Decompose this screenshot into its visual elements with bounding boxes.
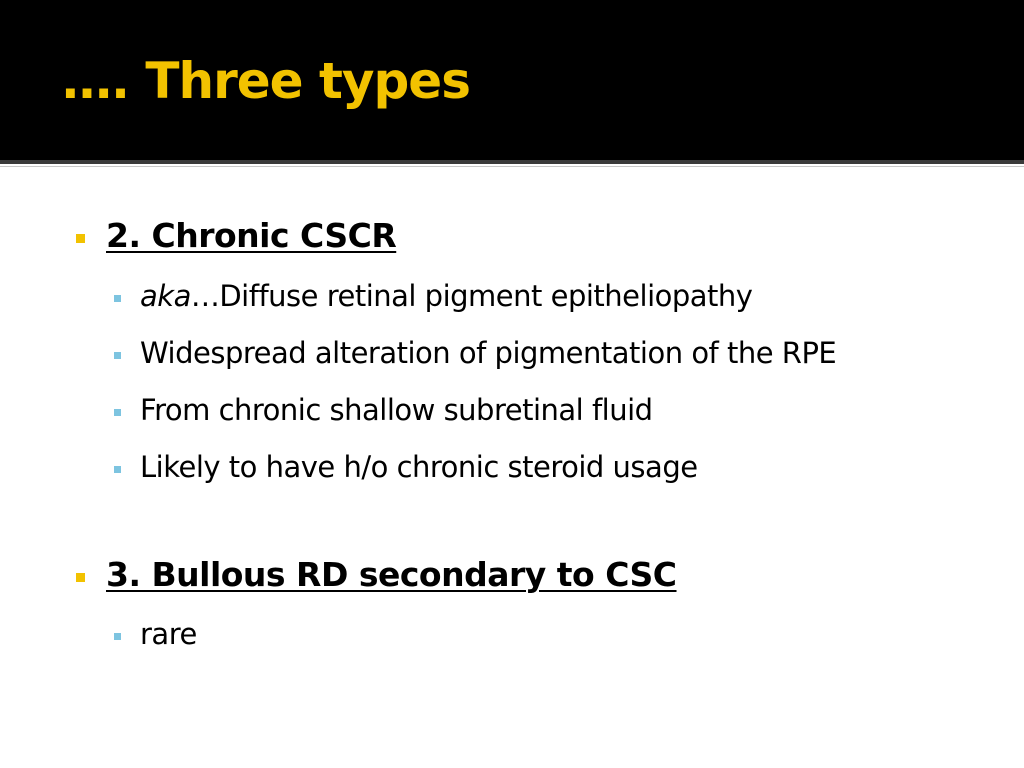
title-bar	[0, 0, 1024, 160]
section-heading	[106, 555, 677, 594]
sub-bullet-icon	[114, 352, 121, 359]
sub-bullet-text: Likely to have h/o chronic steroid usage	[140, 450, 698, 484]
section-heading-text: 3. Bullous RD secondary to CSC	[106, 555, 677, 594]
sub-bullet-icon	[114, 633, 121, 640]
sub-bullet	[140, 393, 653, 427]
title-divider	[0, 160, 1024, 164]
sub-bullet	[140, 450, 698, 484]
title-divider-thin	[0, 166, 1024, 167]
sub-bullet-text: …Diffuse retinal pigment epitheliopathy	[190, 279, 753, 313]
sub-bullet	[140, 617, 197, 651]
slide-title: …. Three types	[62, 52, 470, 110]
sub-bullet-icon	[114, 295, 121, 302]
sub-bullet-text: Widespread alteration of pigmentation of the RPE	[140, 336, 837, 370]
sub-bullet-italic: aka	[140, 279, 191, 313]
sub-bullet	[140, 336, 836, 370]
sub-bullet-icon	[114, 409, 121, 416]
section-bullet-icon	[76, 573, 85, 582]
section-heading-text: 2. Chronic CSCR	[106, 216, 397, 255]
section-heading	[106, 216, 396, 255]
sub-bullet-text: From chronic shallow subretinal fluid	[140, 393, 653, 427]
sub-bullet	[140, 279, 752, 313]
section-bullet-icon	[76, 234, 85, 243]
sub-bullet-text: rare	[140, 617, 197, 651]
sub-bullet-icon	[114, 466, 121, 473]
